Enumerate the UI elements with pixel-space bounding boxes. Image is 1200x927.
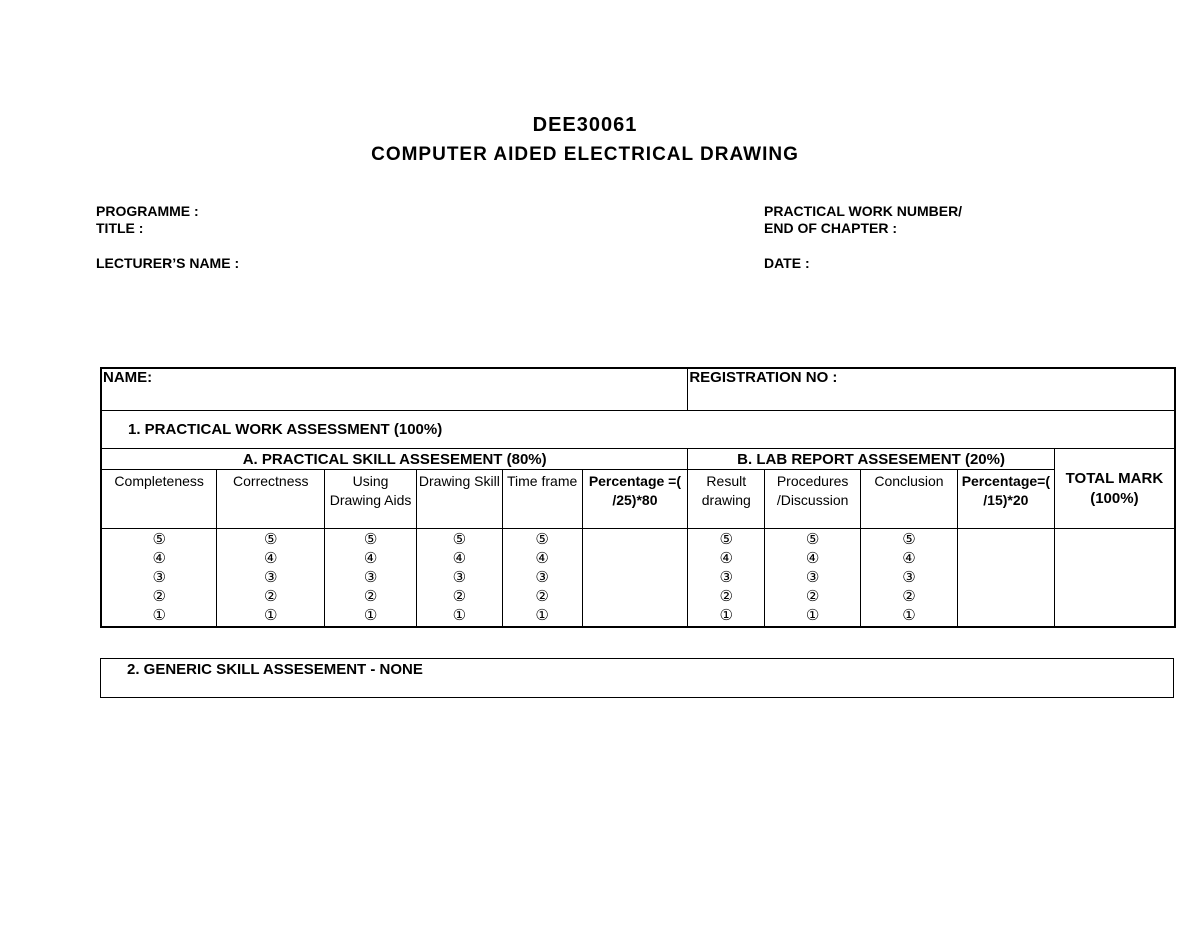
col-time-frame: Time frame <box>502 470 582 529</box>
rating-option[interactable]: ⑤ <box>363 530 378 548</box>
course-code: DEE30061 <box>532 114 638 136</box>
course-title: COMPUTER AIDED ELECTRICAL DRAWING <box>371 144 799 165</box>
rating-option[interactable]: ① <box>452 606 467 624</box>
rating-option[interactable]: ③ <box>902 568 916 586</box>
rating-option[interactable]: ② <box>535 587 549 605</box>
rating-option[interactable]: ② <box>452 587 467 605</box>
section-header-row <box>101 449 1175 470</box>
registration-label: REGISTRATION NO : <box>689 369 838 386</box>
rating-using-drawing-aids <box>325 529 417 628</box>
generic-skill-heading: 2. GENERIC SKILL ASSESEMENT - NONE <box>127 661 423 678</box>
rating-procedures-discussion <box>765 529 861 628</box>
rating-option[interactable]: ④ <box>264 549 278 567</box>
col-result-drawing: Result drawing <box>688 470 765 529</box>
rating-option[interactable]: ④ <box>719 549 733 567</box>
section-b-heading: B. LAB REPORT ASSESEMENT (20%) <box>688 449 1054 470</box>
rating-option[interactable]: ① <box>902 606 916 624</box>
rating-option[interactable]: ③ <box>535 568 549 586</box>
rating-completeness <box>101 529 217 628</box>
rating-option[interactable]: ② <box>805 587 820 605</box>
percentage-b-field[interactable] <box>957 529 1054 628</box>
rating-option[interactable]: ⑤ <box>452 530 467 548</box>
rating-drawing-skill <box>416 529 502 628</box>
pct-b-line2: /15)*20 <box>983 492 1029 508</box>
rating-option[interactable]: ① <box>535 606 549 624</box>
rating-option[interactable]: ② <box>264 587 278 605</box>
programme-label: PROGRAMME : <box>96 203 199 219</box>
criteria-row <box>101 470 1175 529</box>
col-drawing-skill: Drawing Skill <box>416 470 502 529</box>
rating-option[interactable]: ④ <box>535 549 549 567</box>
rating-time-frame <box>502 529 582 628</box>
name-field[interactable] <box>101 368 688 411</box>
rating-option[interactable]: ① <box>719 606 733 624</box>
rating-option[interactable]: ③ <box>152 568 166 586</box>
rating-option[interactable]: ② <box>152 587 166 605</box>
pct-b-line1: Percentage=( <box>961 473 1051 489</box>
col-percentage-a <box>582 470 688 529</box>
col-procedures-discussion: Procedures /Discussion <box>765 470 861 529</box>
rating-option[interactable]: ⑤ <box>805 530 820 548</box>
rating-option[interactable]: ③ <box>264 568 278 586</box>
name-row <box>101 368 1175 411</box>
generic-skill-table <box>100 658 1174 698</box>
rating-row <box>101 529 1175 628</box>
assessment-table <box>100 367 1176 628</box>
rating-option[interactable]: ⑤ <box>152 530 166 548</box>
rating-option[interactable]: ② <box>363 587 378 605</box>
rating-option[interactable]: ⑤ <box>719 530 733 548</box>
rating-option[interactable]: ① <box>152 606 166 624</box>
section-a-heading: A. PRACTICAL SKILL ASSESEMENT (80%) <box>101 449 688 470</box>
pct-a-line1: Percentage =( <box>588 473 682 489</box>
practical-work-number-label: PRACTICAL WORK NUMBER/ <box>764 203 963 219</box>
rating-option[interactable]: ④ <box>152 549 166 567</box>
rating-option[interactable]: ④ <box>902 549 916 567</box>
total-mark-line2: (100%) <box>1090 489 1139 507</box>
end-of-chapter-label: END OF CHAPTER : <box>764 220 897 236</box>
rating-option[interactable]: ④ <box>363 549 378 567</box>
title-label: TITLE : <box>96 220 144 236</box>
total-mark-heading <box>1054 449 1175 529</box>
rating-option[interactable]: ③ <box>805 568 820 586</box>
rating-result-drawing <box>688 529 765 628</box>
col-completeness: Completeness <box>101 470 217 529</box>
rating-option[interactable]: ② <box>902 587 916 605</box>
rating-option[interactable]: ③ <box>719 568 733 586</box>
total-mark-field[interactable] <box>1054 529 1175 628</box>
rating-option[interactable]: ④ <box>452 549 467 567</box>
rating-option[interactable]: ② <box>719 587 733 605</box>
rating-option[interactable]: ④ <box>805 549 820 567</box>
rating-option[interactable]: ① <box>805 606 820 624</box>
rating-option[interactable]: ⑤ <box>902 530 916 548</box>
rating-correctness <box>217 529 325 628</box>
pct-a-line2: /25)*80 <box>612 492 658 508</box>
lecturer-name-label: LECTURER’S NAME : <box>96 255 240 271</box>
date-label: DATE : <box>764 255 810 271</box>
section1-heading: 1. PRACTICAL WORK ASSESSMENT (100%) <box>101 411 1175 449</box>
col-using-drawing-aids: Using Drawing Aids <box>325 470 417 529</box>
col-conclusion: Conclusion <box>861 470 958 529</box>
rating-option[interactable]: ③ <box>363 568 378 586</box>
section1-row <box>101 411 1175 449</box>
rating-option[interactable]: ⑤ <box>264 530 278 548</box>
rating-option[interactable]: ③ <box>452 568 467 586</box>
rating-option[interactable]: ⑤ <box>535 530 549 548</box>
rating-option[interactable]: ① <box>363 606 378 624</box>
total-mark-line1: TOTAL MARK <box>1065 469 1164 487</box>
percentage-a-field[interactable] <box>582 529 688 628</box>
col-correctness: Correctness <box>217 470 325 529</box>
registration-field[interactable] <box>688 368 1175 411</box>
name-label: NAME: <box>103 369 153 386</box>
rating-option[interactable]: ① <box>264 606 278 624</box>
col-percentage-b <box>957 470 1054 529</box>
rating-conclusion <box>861 529 958 628</box>
